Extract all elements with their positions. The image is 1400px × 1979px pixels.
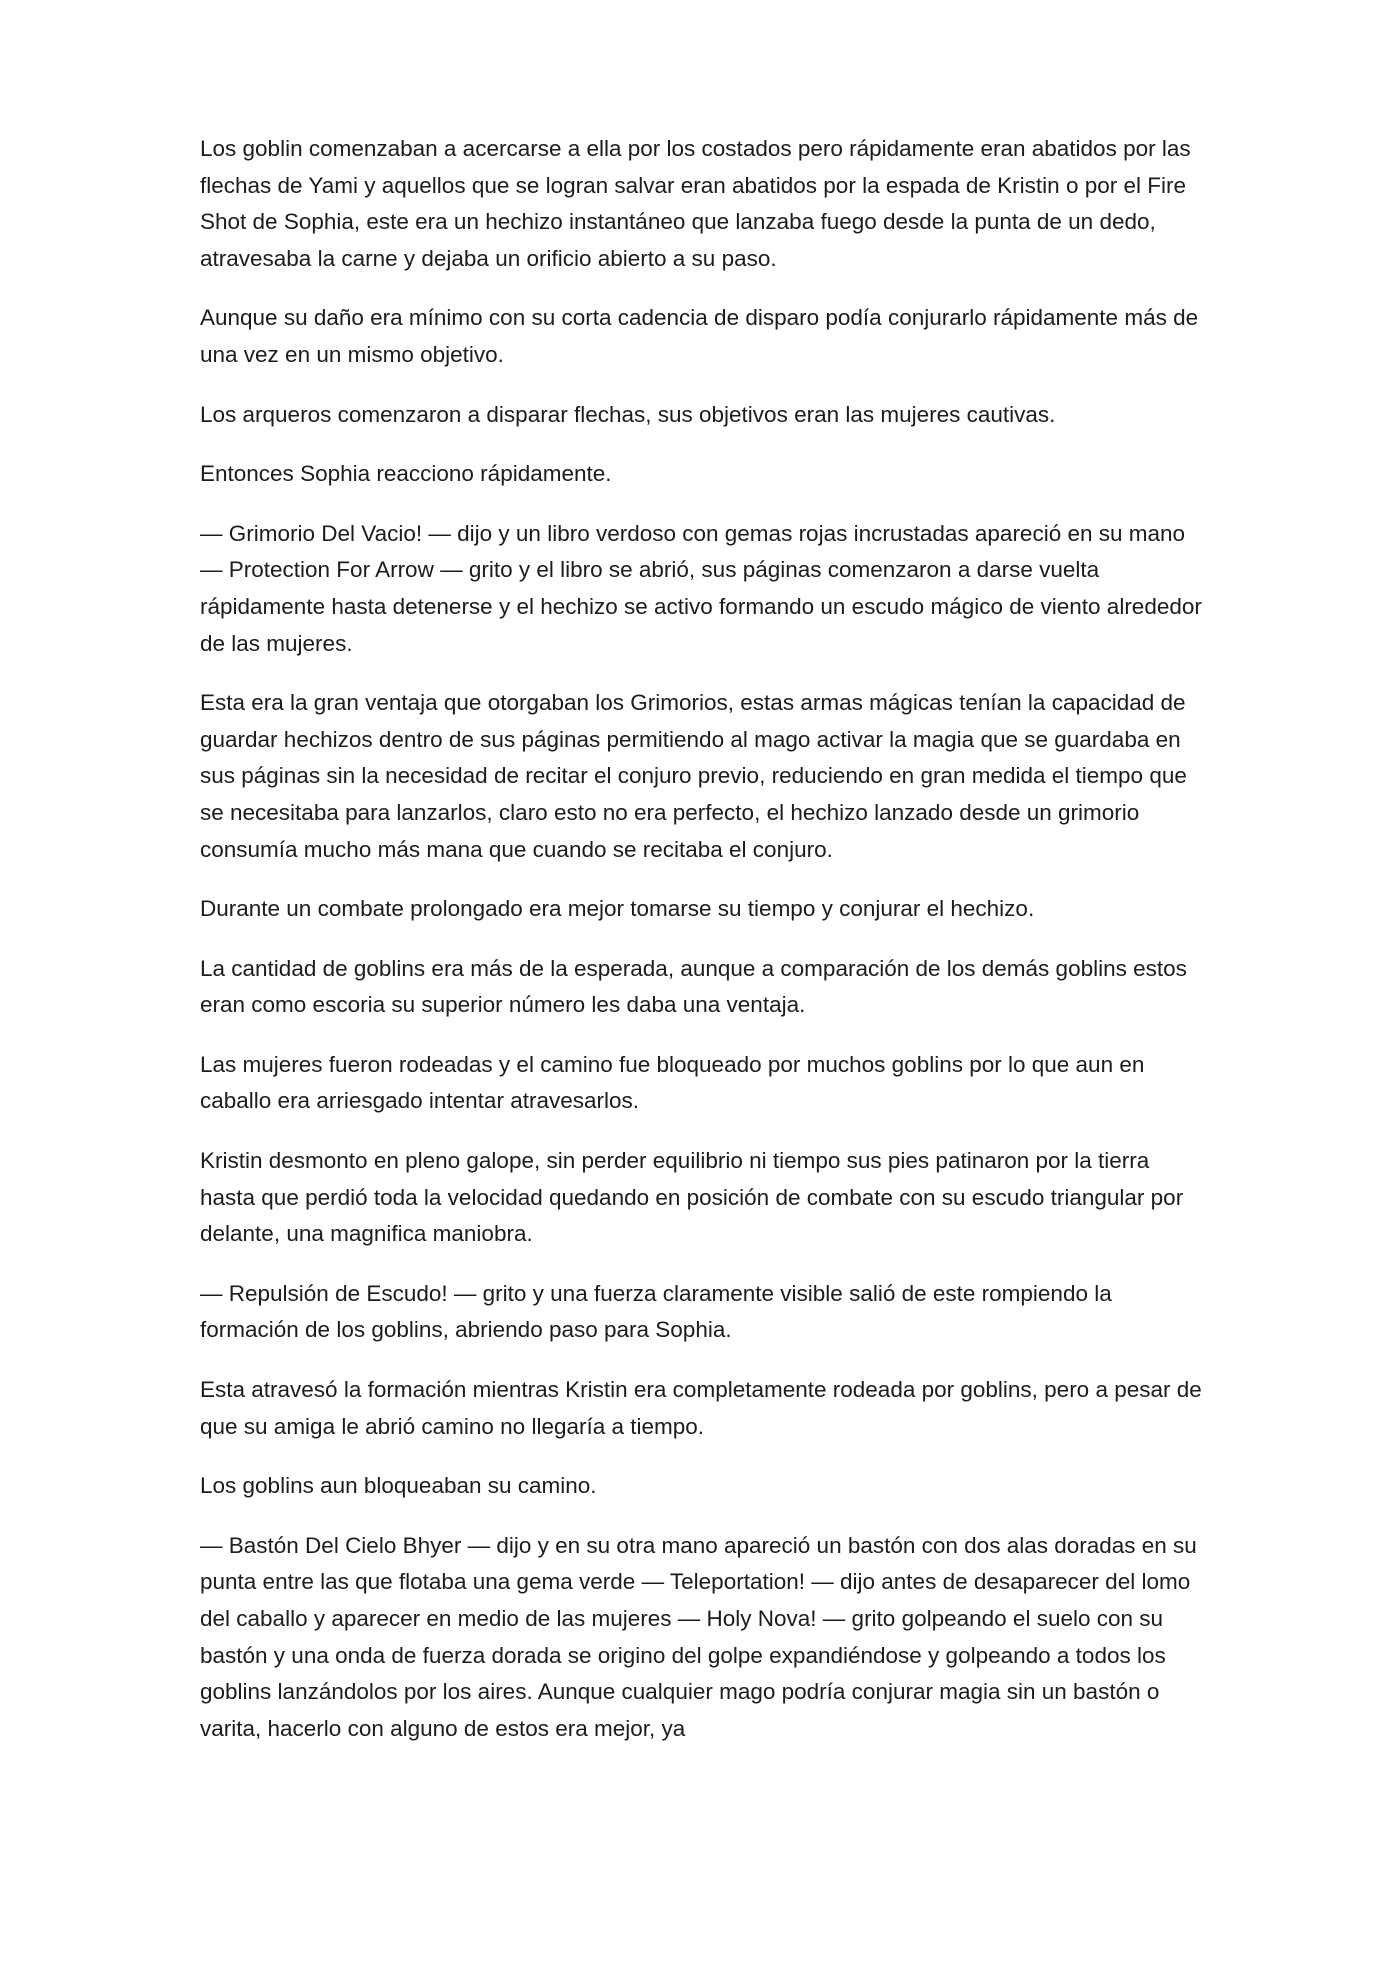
- document-body: [200, 131, 1210, 1770]
- paragraph-1: Los goblin comenzaban a acercarse a ella por los costados pero rápidamente eran abatidos por las flechas de Yami y aquellos que se logran salvar eran abatidos por la espada de Kristin o por el Fire Shot de Sophia, este era un hechizo instantáneo que lanzaba fuego desde la punta de un dedo, atravesaba la carne y dejaba un orificio abierto a su paso.: [200, 136, 1191, 271]
- paragraph-13: Los goblins aun bloqueaban su camino.: [200, 1473, 597, 1499]
- paragraph-5: — Grimorio Del Vacio! — dijo y un libro verdoso con gemas rojas incrustadas apareció en su mano — Protection For Arrow — grito y el libro se abrió, sus páginas comenzaron a darse vuelta rápidamente hasta detenerse y el hechizo se activo formando un escudo mágico de viento alrededor de las mujeres.: [200, 520, 1202, 656]
- paragraph-12: Esta atravesó la formación mientras Kristin era completamente rodeada por goblins, pero a pesar de que su amiga le abrió camino no llegaría a tiempo.: [200, 1377, 1202, 1439]
- paragraph-14: — Bastón Del Cielo Bhyer — dijo y en su otra mano apareció un bastón con dos alas doradas en su punta entre las que flotaba una gema verde — Teleportation! — dijo antes de desaparecer del lomo del caballo y aparecer en medio de las mujeres — Holy Nova! — grito golpeando el suelo con su bastón y una onda de fuerza dorada se origino del golpe expandiéndose y golpeando a todos los goblins lanzándolos por los aires. Aunque cualquier mago podría conjurar magia sin un bastón o varita, hacerlo con alguno de estos era mejor, ya: [200, 1532, 1197, 1741]
- paragraph-7: Durante un combate prolongado era mejor tomarse su tiempo y conjurar el hechizo.: [200, 896, 1035, 922]
- paragraph-9: Las mujeres fueron rodeadas y el camino fue bloqueado por muchos goblins por lo que aun en caballo era arriesgado intentar atravesarlos.: [200, 1051, 1145, 1114]
- paragraph-10: Kristin desmonto en pleno galope, sin perder equilibrio ni tiempo sus pies patinaron por la tierra hasta que perdió toda la velocidad quedando en posición de combate con su escudo triangular por delante, una magnifica maniobra.: [200, 1148, 1184, 1247]
- paragraph-11: — Repulsión de Escudo! — grito y una fuerza claramente visible salió de este rompiendo la formación de los goblins, abriendo paso para Sophia.: [200, 1280, 1112, 1343]
- paragraph-4: Entonces Sophia reacciono rápidamente.: [200, 461, 612, 487]
- paragraph-2: Aunque su daño era mínimo con su corta cadencia de disparo podía conjurarlo rápidamente más de una vez en un mismo objetivo.: [200, 305, 1199, 367]
- paragraph-6: Esta era la gran ventaja que otorgaban los Grimorios, estas armas mágicas tenían la capacidad de guardar hechizos dentro de sus páginas permitiendo al mago activar la magia que se guardaba en sus páginas sin la necesidad de recitar el conjuro previo, reduciendo en gran medida el tiempo que se necesitaba para lanzarlos, claro esto no era perfecto, el hechizo lanzado desde un grimorio consumía mucho más mana que cuando se recitaba el conjuro.: [200, 690, 1187, 862]
- paragraph-3: Los arqueros comenzaron a disparar flechas, sus objetivos eran las mujeres cautivas.: [200, 401, 1056, 427]
- paragraph-8: La cantidad de goblins era más de la esperada, aunque a comparación de los demás goblins estos eran como escoria su superior número les daba una ventaja.: [200, 955, 1187, 1018]
